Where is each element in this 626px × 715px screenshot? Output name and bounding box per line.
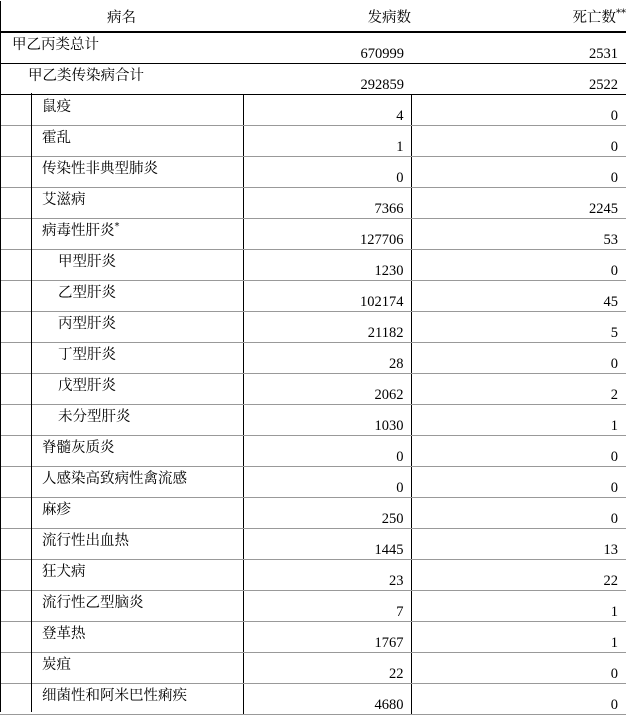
deaths-cell: 53 xyxy=(411,218,626,249)
cases-cell: 292859 xyxy=(243,63,411,94)
cases-cell: 23 xyxy=(243,559,411,590)
disease-name: 人感染高致病性禽流感 xyxy=(42,470,187,487)
deaths-cell: 45 xyxy=(411,280,626,311)
disease-name-cell xyxy=(0,249,243,280)
table-row xyxy=(0,683,626,714)
table-row xyxy=(0,63,626,94)
disease-name: 艾滋病 xyxy=(42,191,86,208)
disease-name: 细菌性和阿米巴性痢疾 xyxy=(42,687,187,704)
deaths-cell: 0 xyxy=(411,156,626,187)
table-row xyxy=(0,404,626,435)
header-cases xyxy=(243,1,411,32)
table-row xyxy=(0,249,626,280)
deaths-cell: 5 xyxy=(411,311,626,342)
disease-name: 流行性出血热 xyxy=(42,532,129,549)
cases-cell: 670999 xyxy=(243,32,411,63)
cases-cell: 102174 xyxy=(243,280,411,311)
deaths-cell: 0 xyxy=(411,652,626,683)
table-inner-left-border xyxy=(31,93,32,712)
deaths-cell: 1 xyxy=(411,621,626,652)
table-row xyxy=(0,311,626,342)
cases-cell: 250 xyxy=(243,497,411,528)
table-row xyxy=(0,497,626,528)
disease-name: 流行性乙型脑炎 xyxy=(42,594,144,611)
cases-cell: 0 xyxy=(243,156,411,187)
cases-cell: 1 xyxy=(243,125,411,156)
disease-name: 登革热 xyxy=(42,625,86,642)
disease-name: 甲乙丙类总计 xyxy=(12,37,99,53)
disease-name: 狂犬病 xyxy=(42,563,86,580)
table-row xyxy=(0,125,626,156)
cases-cell: 21182 xyxy=(243,311,411,342)
disease-name-cell xyxy=(0,63,243,94)
disease-name-cell xyxy=(0,528,243,559)
disease-name: 甲乙类传染病合计 xyxy=(28,67,144,84)
disease-name-cell xyxy=(0,404,243,435)
table-row xyxy=(0,621,626,652)
disease-name: 传染性非典型肺炎 xyxy=(42,160,158,177)
cases-cell: 7366 xyxy=(243,187,411,218)
disease-name: 丙型肝炎 xyxy=(58,315,116,332)
table-row xyxy=(0,466,626,497)
disease-name: 炭疽 xyxy=(42,656,71,673)
deaths-cell: 2531 xyxy=(411,32,626,63)
table-row xyxy=(0,373,626,404)
deaths-cell: 22 xyxy=(411,559,626,590)
header-deaths xyxy=(411,1,626,32)
disease-name: 病毒性肝炎 xyxy=(42,222,115,239)
footnote-mark: * xyxy=(114,220,120,232)
cases-cell: 22 xyxy=(243,652,411,683)
header-cases-label: 发病数 xyxy=(367,9,411,26)
table-row xyxy=(0,435,626,466)
table-row xyxy=(0,187,626,218)
cases-cell: 4 xyxy=(243,94,411,125)
disease-name-cell xyxy=(0,94,243,125)
deaths-cell: 13 xyxy=(411,528,626,559)
deaths-cell: 0 xyxy=(411,94,626,125)
cases-cell: 1230 xyxy=(243,249,411,280)
disease-name: 麻疹 xyxy=(42,501,71,518)
disease-name-cell xyxy=(0,435,243,466)
deaths-cell: 1 xyxy=(411,404,626,435)
deaths-cell: 2245 xyxy=(411,187,626,218)
cases-cell: 1767 xyxy=(243,621,411,652)
disease-name-cell xyxy=(0,156,243,187)
deaths-cell: 0 xyxy=(411,683,626,714)
disease-name-cell xyxy=(0,683,243,714)
disease-name: 丁型肝炎 xyxy=(58,346,116,363)
table-row xyxy=(0,652,626,683)
disease-name: 霍乱 xyxy=(42,129,71,146)
table-row xyxy=(0,528,626,559)
table-row xyxy=(0,156,626,187)
disease-name-cell xyxy=(0,125,243,156)
table-row xyxy=(0,342,626,373)
table-body xyxy=(0,32,626,714)
deaths-cell: 1 xyxy=(411,590,626,621)
disease-name-cell xyxy=(0,218,243,249)
disease-name-cell xyxy=(0,466,243,497)
disease-name-cell xyxy=(0,187,243,218)
deaths-cell: 0 xyxy=(411,497,626,528)
header-disease-name xyxy=(0,1,243,32)
deaths-cell: 0 xyxy=(411,342,626,373)
disease-name-cell xyxy=(0,497,243,528)
cases-cell: 1445 xyxy=(243,528,411,559)
disease-name-cell xyxy=(0,32,243,63)
deaths-cell: 0 xyxy=(411,435,626,466)
disease-name: 乙型肝炎 xyxy=(58,284,116,301)
cases-cell: 2062 xyxy=(243,373,411,404)
disease-name: 甲型肝炎 xyxy=(58,253,116,270)
disease-name-cell xyxy=(0,342,243,373)
table-left-border xyxy=(0,1,1,712)
table-header-row xyxy=(0,1,626,32)
table-row xyxy=(0,280,626,311)
header-disease-name-label: 病名 xyxy=(107,9,136,26)
cases-cell: 0 xyxy=(243,466,411,497)
cases-cell: 127706 xyxy=(243,218,411,249)
disease-name: 脊髓灰质炎 xyxy=(42,439,115,456)
disease-name-cell xyxy=(0,373,243,404)
disease-name-cell xyxy=(0,621,243,652)
disease-name: 鼠疫 xyxy=(42,98,71,115)
cases-cell: 7 xyxy=(243,590,411,621)
deaths-cell: 2522 xyxy=(411,63,626,94)
table-row xyxy=(0,32,626,63)
header-deaths-label: 死亡数 xyxy=(572,9,616,26)
table-row xyxy=(0,590,626,621)
table-row xyxy=(0,559,626,590)
disease-name-cell xyxy=(0,652,243,683)
disease-statistics-table xyxy=(0,1,626,715)
table-row xyxy=(0,218,626,249)
cases-cell: 0 xyxy=(243,435,411,466)
cases-cell: 4680 xyxy=(243,683,411,714)
cases-cell: 28 xyxy=(243,342,411,373)
deaths-cell: 2 xyxy=(411,373,626,404)
header-deaths-footnote-mark: ** xyxy=(616,7,626,19)
disease-name-cell xyxy=(0,311,243,342)
disease-name-cell xyxy=(0,590,243,621)
table-row xyxy=(0,94,626,125)
disease-name-cell xyxy=(0,559,243,590)
deaths-cell: 0 xyxy=(411,125,626,156)
disease-name-cell xyxy=(0,280,243,311)
disease-name: 未分型肝炎 xyxy=(58,408,131,425)
disease-name: 戊型肝炎 xyxy=(58,377,116,394)
cases-cell: 1030 xyxy=(243,404,411,435)
deaths-cell: 0 xyxy=(411,249,626,280)
deaths-cell: 0 xyxy=(411,466,626,497)
